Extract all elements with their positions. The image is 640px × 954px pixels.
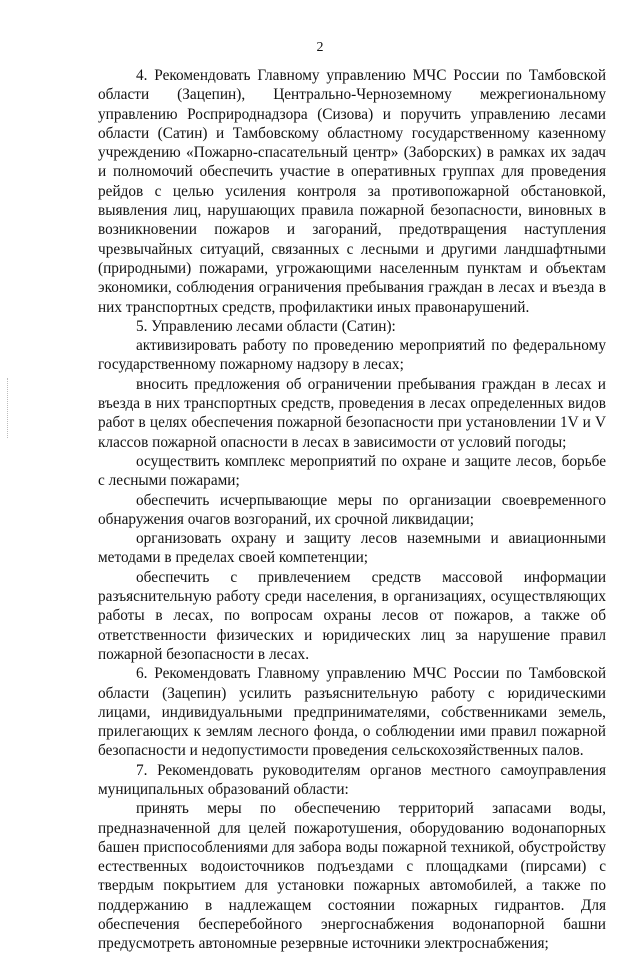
paragraph-7-heading: 7. Рекомендовать руководителям органов местного самоуправления муниципальных образований области: xyxy=(98,761,606,798)
document-body xyxy=(98,66,606,954)
paragraph-7-item-1: принять меры по обеспечению территорий запасами воды, предназначенной для целей пожаротушения, оборудованию водонапорных башен приспособлениями для забора воды пожарной техникой, обустройству естественных водоисточников подъездами с площадками (пирсами) с твердым покрытием для установки пожарных автомобилей, а также по поддержанию в надлежащем состоянии пожарных гидрантов. Для обеспечения бесперебойного энергоснабжения водонапорной башни предусмотреть автономные резервные источники электроснабжения; xyxy=(98,800,606,953)
paragraph-5-item-2: вносить предложения об ограничении пребывания граждан в лесах и въезда в них транспортных средств, проведения в лесах определенных видов работ в целях обеспечения пожарной безопасности при установлении 1V и V классов пожарной опасности в лесах в зависимости от условий погоды; xyxy=(98,375,606,451)
paragraph-5-item-3: осуществить комплекс мероприятий по охране и защите лесов, борьбе с лесными пожарами; xyxy=(98,452,606,490)
paragraph-5-item-4: обеспечить исчерпывающие меры по организации своевременного обнаружения очагов возгораний, их срочной ликвидации; xyxy=(98,491,606,528)
paragraph-5-item-6: обеспечить с привлечением средств массовой информации разъяснительную работу среди населения, в организациях, осуществляющих работы в лесах, по вопросам охраны лесов от пожаров, а также об ответственности физических и юридических лиц за нарушение правил пожарной безопасности в лесах. xyxy=(98,568,606,663)
paragraph-5-heading: 5. Управлению лесами области (Сатин): xyxy=(136,317,396,335)
paragraph-4: 4. Рекомендовать Главному управлению МЧС России по Тамбовской области (Зацепин), Центрально-Черноземному межрегиональному управлению Росприроднадзора (Сизова) и поручить управлению лесами области (Сатин) и Тамбовскому областному государственному казенному учреждению «Пожарно-спасательный центр» (Заборских) в рамках их задач и полномочий обеспечить участие в оперативных группах для проведения рейдов с целью усиления контроля за противопожарной обстановкой, выявления лиц, нарушающих правила пожарной безопасности, виновных в возникновении пожаров и загораний, предотвращения наступления чрезвычайных ситуаций, связанных с лесными и другими ландшафтными (природными) пожарами, угрожающими населенным пунктам и объектам экономики, соблюдения ограничения пребывания граждан в лесах и въезда в них транспортных средств, профилактики иных правонарушений. xyxy=(98,67,606,316)
page-number: 2 xyxy=(316,40,324,55)
paragraph-6: 6. Рекомендовать Главному управлению МЧС России по Тамбовской области (Зацепин) усилить разъяснительную работу с юридическими лицами, индивидуальными предпринимателями, собственниками земель, прилегающих к землям лесного фонда, о соблюдении ими правил пожарной безопасности и недопустимости проведения сельскохозяйственных палов. xyxy=(98,665,606,760)
paragraph-5-item-5: организовать охрану и защиту лесов наземными и авиационными методами в пределах своей компетенции; xyxy=(98,530,606,567)
margin-stamp-mark xyxy=(7,378,11,438)
paragraph-5-item-1: активизировать работу по проведению мероприятий по федеральному государственному пожарному надзору в лесах; xyxy=(98,337,606,374)
